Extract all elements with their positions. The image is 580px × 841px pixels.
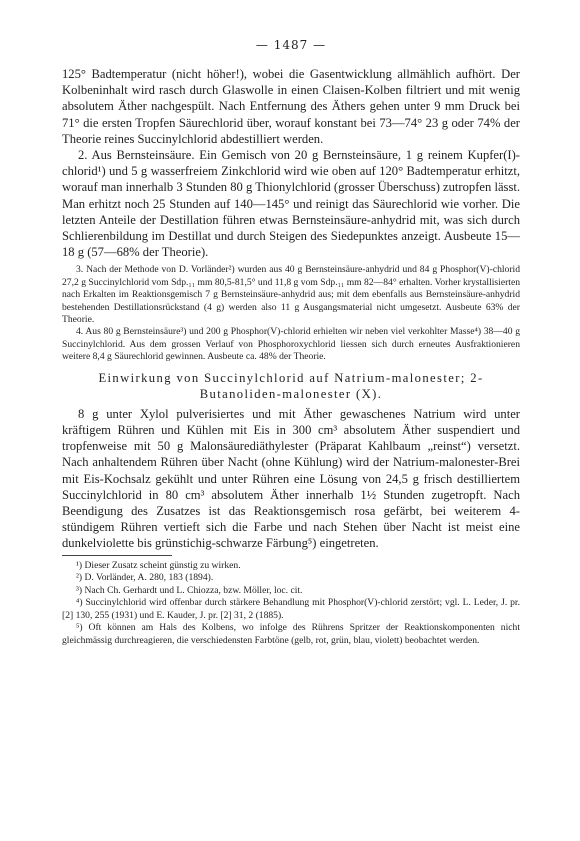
- footnote-2: ²) D. Vorländer, A. 280, 183 (1894).: [76, 572, 214, 584]
- paragraph-method-4: 4. Aus 80 g Bernsteinsäure³) und 200 g Phosphor(V)-chlorid erhielten wir neben viel verkohlter Masse⁴) 38—40 g Succinylchlorid. Aus dem grossen Verlauf von Phosphoroxychlorid liessen sich durch erneutes Ausfraktionieren weitere 8,4 g Säurechlorid gewinnen. Ausbeute ca. 48% der Theorie.: [62, 326, 520, 363]
- footnote-4: ⁴) Succinylchlorid wird offenbar durch stärkere Behandlung mit Phosphor(V)-chlorid zerstört; vgl. L. Leder, J. pr. [2] 130, 255 (1931) und E. Kauder, J. pr. [2] 31, 2 (1885).: [62, 597, 520, 621]
- paragraph-method-3: 3. Nach der Methode von D. Vorländer²) wurden aus 40 g Bernsteinsäure-anhydrid und 84 g Phosphor(V)-chlorid 27,2 g Succinylchlorid vom Sdp.₁₁ mm 80,5-81,5° und 11,8 g vom Sdp.₁₁ mm 82—84° erhalten. Vorher krystallisierten nach Erkalten im Reaktionsgemisch 7 g Bernsteinsäure-anhydrid aus; mit dem ebenfalls aus Bernsteinsäure-anhydrid bestehenden Destillationsrückstand (4 g) werden also 11 g Ausgangsmaterial nicht umgesetzt. Ausbeute 63% der Theorie.: [62, 264, 520, 326]
- footnote-1: ¹) Dieser Zusatz scheint günstig zu wirken.: [76, 559, 241, 571]
- paragraph-continuation: 125° Badtemperatur (nicht höher!), wobei die Gasentwicklung allmählich aufhört. Der Kolbeninhalt wird rasch durch Glaswolle in einen Claisen-Kolben filtriert und mit wenig absolutem Äther nachgespült. Nach Entfernung des Äthers gehen unter 9 mm Druck bei 71° die ersten Tropfen Säurechlorid über, worauf konstant bei 73—74° 23 g oder 74% der Theorie reines Succinylchlorid abdestilliert werden.: [62, 67, 520, 146]
- footnotes: [62, 560, 520, 648]
- paragraph-method-2: 2. Aus Bernsteinsäure. Ein Gemisch von 20 g Bernsteinsäure, 1 g reinem Kupfer(I)-chlorid¹) und 5 g wasserfreiem Zinkchlorid wird wie oben auf 120° Badtemperatur erhitzt, worauf man innerhalb 3 Stunden 80 g Thionylchlorid (grosser Überschuss) zutropfen lässt. Man erhitzt noch 25 Stunden auf 140—145° und reinigt das Säurechlorid wie vorher. Die letzten Anteile der Destillation führen etwas Bernsteinsäure-anhydrid mit, was sich durch Schlierenbildung im Destillat und durch Steigen des Siedepunktes anzeigt. Ausbeute 15—18 g (57—68% der Theorie).: [62, 148, 520, 260]
- page-body: [62, 38, 520, 648]
- footnote-divider: [62, 555, 172, 556]
- page-number: — 1487 —: [255, 38, 327, 52]
- paragraph-procedure: 8 g unter Xylol pulverisiertes und mit Äther gewaschenes Natrium wird unter kräftigem Rühren und Kühlen mit Eis in 300 cm³ absolutem Äther suspendiert und tropfenweise mit 50 g Malonsäurediäthylester (Präparat Kahlbaum „reinst“) versetzt. Nach anhaltendem Rühren über Nacht (ohne Kühlung) wird der Natrium-malonester-Brei mit Eis-Kochsalz gekühlt und unter Rühren eine Lösung von 24,5 g frisch destilliertem Succinylchlorid in 80 cm³ absolutem Äther innerhalb 1½ Stunden zugetropft. Nach Beendigung des Zusatzes ist das Reaktionsgemisch rosa gefärbt, bei weiterem 4-stündigem Rühren vertieft sich die Farbe und nach Stehen über Nacht ist meist eine dunkelviolette bis grünstichig-schwarze Färbung⁵) eingetreten.: [62, 406, 520, 551]
- footnote-5: ⁵) Oft können am Hals des Kolbens, wo infolge des Rührens Spritzer der Reaktionskomponenten nicht gleichmässig durchreagieren, die verschiedensten Farbtöne (gelb, rot, grün, blau, violett) beobachtet werden.: [62, 622, 520, 647]
- section-heading: Einwirkung von Succinylchlorid auf Natrium-malonester; 2-Butanoliden-malonester (X).: [98, 370, 484, 401]
- footnote-3: ³) Nach Ch. Gerhardt und L. Chiozza, bzw. Möller, loc. cit.: [76, 584, 303, 596]
